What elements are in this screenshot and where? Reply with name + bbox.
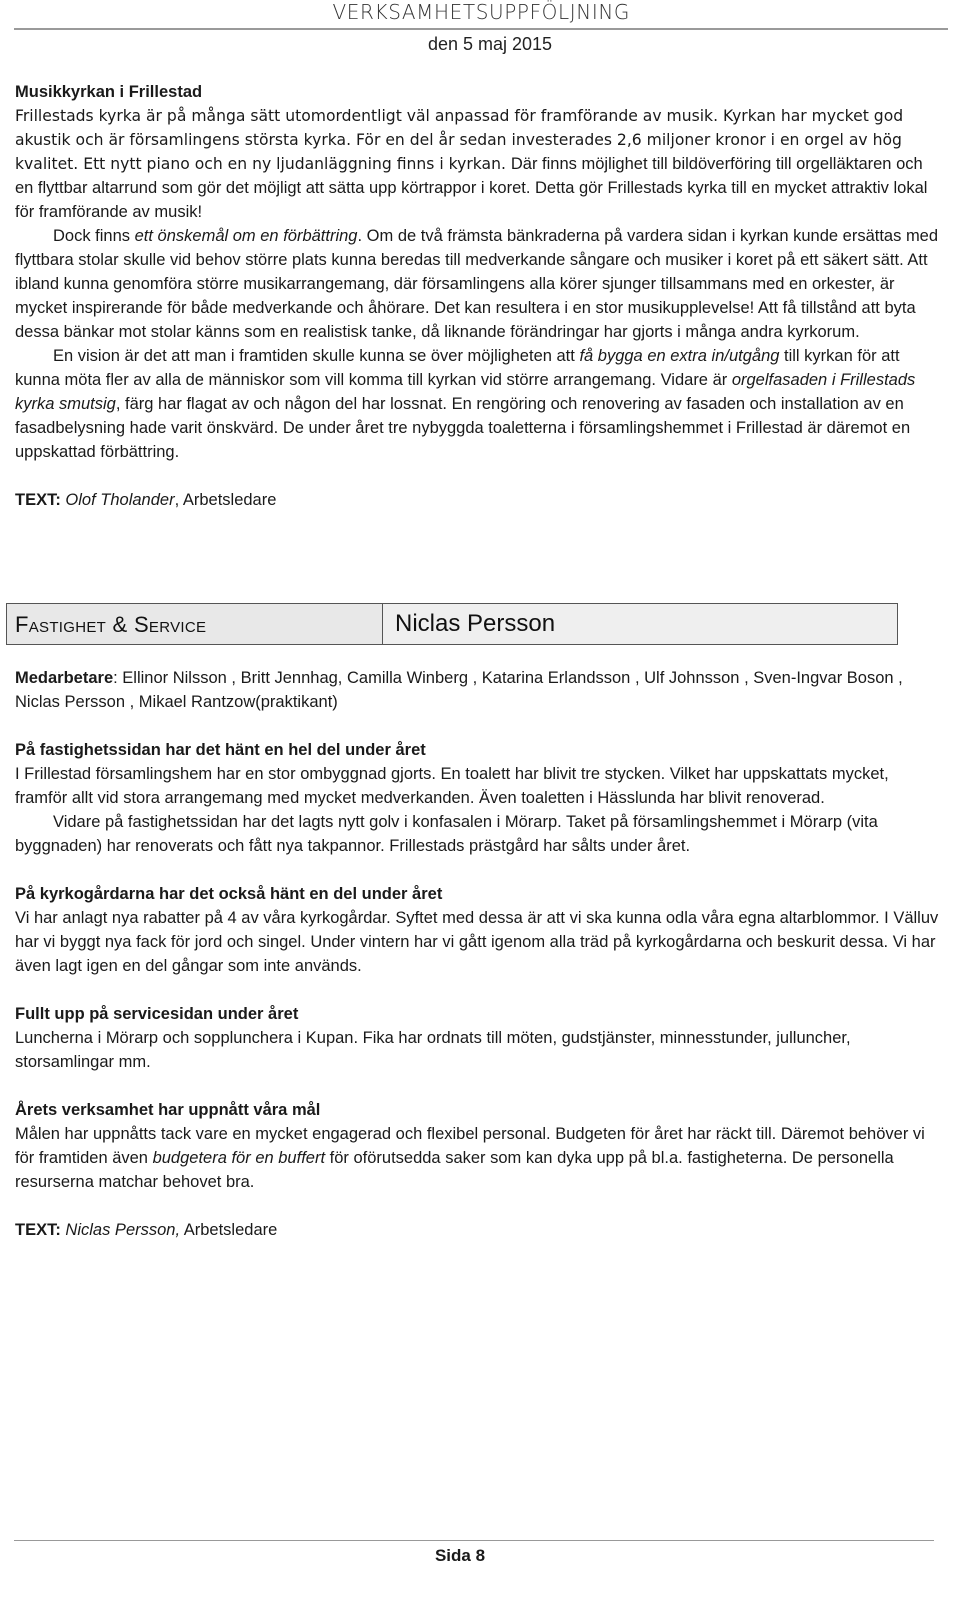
goals-em: budgetera för en buffert — [152, 1149, 326, 1167]
service-section — [15, 666, 940, 1242]
music-p2-pre: Dock finns — [53, 227, 135, 245]
section-banner — [6, 603, 898, 645]
service-credit-label: TEXT: — [15, 1221, 61, 1239]
header-date: den 5 maj 2015 — [427, 34, 553, 54]
cemetery-heading: På kyrkogårdarna har det också hänt en del under året — [15, 885, 443, 903]
cemetery-paragraph: Vi har anlagt nya rabatter på 4 av våra kyrkogårdar. Syftet med dessa är att vi ska kunna odla våra egna altarblommor. I Välluv har vi byggt nya fack för jord och singel. Under vintern har vi gått igenom alla träd på kyrkogårdarna och beskurit dessa. Vi har även lagt igen en del gångar som inte används. — [15, 909, 939, 975]
property-paragraph-2: Vidare på fastighetssidan har det lagts nytt golv i konfasalen i Mörarp. Taket på församlingshemmet i Mörarp (vita byggnaden) har renoverats och fått nya takpannor. Frillestads prästgård har sålts under året. — [15, 813, 878, 855]
property-paragraph-1: I Frillestad församlingshem har en stor ombyggnad gjorts. En toalett har blivit tre stycken. Vilket har uppskattats mycket, framför allt vid stora arrangemang med mycket medverkanden. Även toaletten i Hässlunda har blivit renoverad. — [15, 765, 889, 807]
page-header — [0, 0, 960, 64]
music-section — [15, 80, 940, 512]
goals-heading: Årets verksamhet har uppnått våra mål — [15, 1101, 321, 1119]
service-block — [15, 1002, 940, 1074]
cemetery-block — [15, 882, 940, 978]
music-p1-text: Frillestads kyrka är på många sätt utomordentligt väl anpassad för framförande av musik. Kyrkan har mycket god akustik och är församlingens största kyrka. För en del år sedan investerades 2,6 miljoner kronor i en orgel av hög kvalitet. Ett nytt piano och en ny ljudanläggning finns i kyrkan. — [15, 107, 904, 173]
music-credit-label: TEXT: — [15, 491, 61, 509]
music-credit — [15, 488, 940, 512]
music-p2-post: . Om de två främsta bänkraderna på vardera sidan i kyrkan kunde ersättas med flyttbara stolar skulle vid behov större plats kunna beredas till medverkande sångare och musiker i koret på ett säkert sätt. Att ibland kunna genomföra större musikarrangemang, där församlingens alla körer sjunger tillsammans med en orkester, är mycket inspirerande för både medverkande och åhörare. Det kan resultera i en stor musikupplevelse! Att få tillstånd att byta dessa bänkar mot stolar känns som en realistisk tanke, då liknande förändringar har gjorts i många andra kyrkorum. — [15, 227, 939, 341]
goals-block — [15, 1098, 940, 1194]
staff-label: Medarbetare — [15, 669, 114, 687]
service-credit-role: Arbetsledare — [180, 1221, 278, 1239]
music-p1b-text: Där finns möjlighet till bildöverföring till orgelläktaren och en flyttbar altarrund som gör det möjligt att sätta upp körtrappor i koret. Detta gör Frillestads kyrka till en mycket attraktiv lokal för framförande av musik! — [15, 155, 928, 221]
music-p3-pre: En vision är det att man i framtiden skulle kunna se över möjligheten att — [53, 347, 580, 365]
banner-manager: Niclas Persson — [383, 604, 897, 644]
banner-department: Fastighet & Service — [7, 604, 383, 644]
music-paragraph-3 — [15, 344, 940, 464]
music-paragraph-2 — [15, 224, 940, 344]
staff-paragraph — [15, 666, 940, 714]
goals-pre: Målen har uppnåtts tack vare en mycket engagerad och flexibel personal. Budgeten för året har räckt till. Däremot behöver vi för framtiden även — [15, 1125, 925, 1167]
service-credit — [15, 1218, 940, 1242]
music-p2-em: ett önskemål om en förbättring — [134, 227, 358, 245]
page-number: Sida 8 — [434, 1546, 486, 1565]
music-p3-em2: orgelfasaden i Frillestads kyrka smutsig — [15, 371, 916, 413]
staff-list: : Ellinor Nilsson , Britt Jennhag, Camilla Winberg , Katarina Erlandsson , Ulf Johnsson , Sven-Ingvar Boson , Niclas Persson , Mikael Rantzow(praktikant) — [15, 669, 903, 711]
music-credit-role: , Arbetsledare — [174, 491, 277, 509]
service-heading: Fullt upp på servicesidan under året — [15, 1005, 299, 1023]
service-paragraph: Luncherna i Mörarp och sopplunchera i Kupan. Fika har ordnats till möten, gudstjänster, minnesstunder, julluncher, storsamlingar mm. — [15, 1029, 851, 1071]
goals-paragraph — [15, 1122, 940, 1194]
header-title: VERKSAMHETSUPPFÖLJNING — [332, 0, 630, 24]
property-heading: På fastighetssidan har det hänt en hel del under året — [15, 741, 426, 759]
service-credit-name: Niclas Persson, — [60, 1221, 181, 1239]
music-heading: Musikkyrkan i Frillestad — [15, 83, 203, 101]
music-p3-post: , färg har flagat av och någon del har lossnat. En rengöring och renovering av fasaden och installation av en fasadbelysning hade varit önskvärd. De under året tre nybyggda toaletterna i församlingshemmet i Frillestad är däremot en uppskattad förbättring. — [15, 395, 911, 461]
music-p3-mid: till kyrkan för att kunna möta fler av alla de människor som vill komma till kyrkan vid större arrangemang. Vidare är — [15, 347, 900, 389]
property-block — [15, 738, 940, 858]
music-paragraph-1 — [15, 104, 940, 224]
footer-rule — [14, 1540, 934, 1541]
header-rule — [14, 28, 948, 30]
music-p3-em1: få bygga en extra in/utgång — [579, 347, 780, 365]
goals-post: för oförutsedda saker som kan dyka upp på bl.a. fastigheterna. De personella resurserna matchar behovet bra. — [15, 1149, 894, 1191]
music-credit-name: Olof Tholander — [60, 491, 175, 509]
